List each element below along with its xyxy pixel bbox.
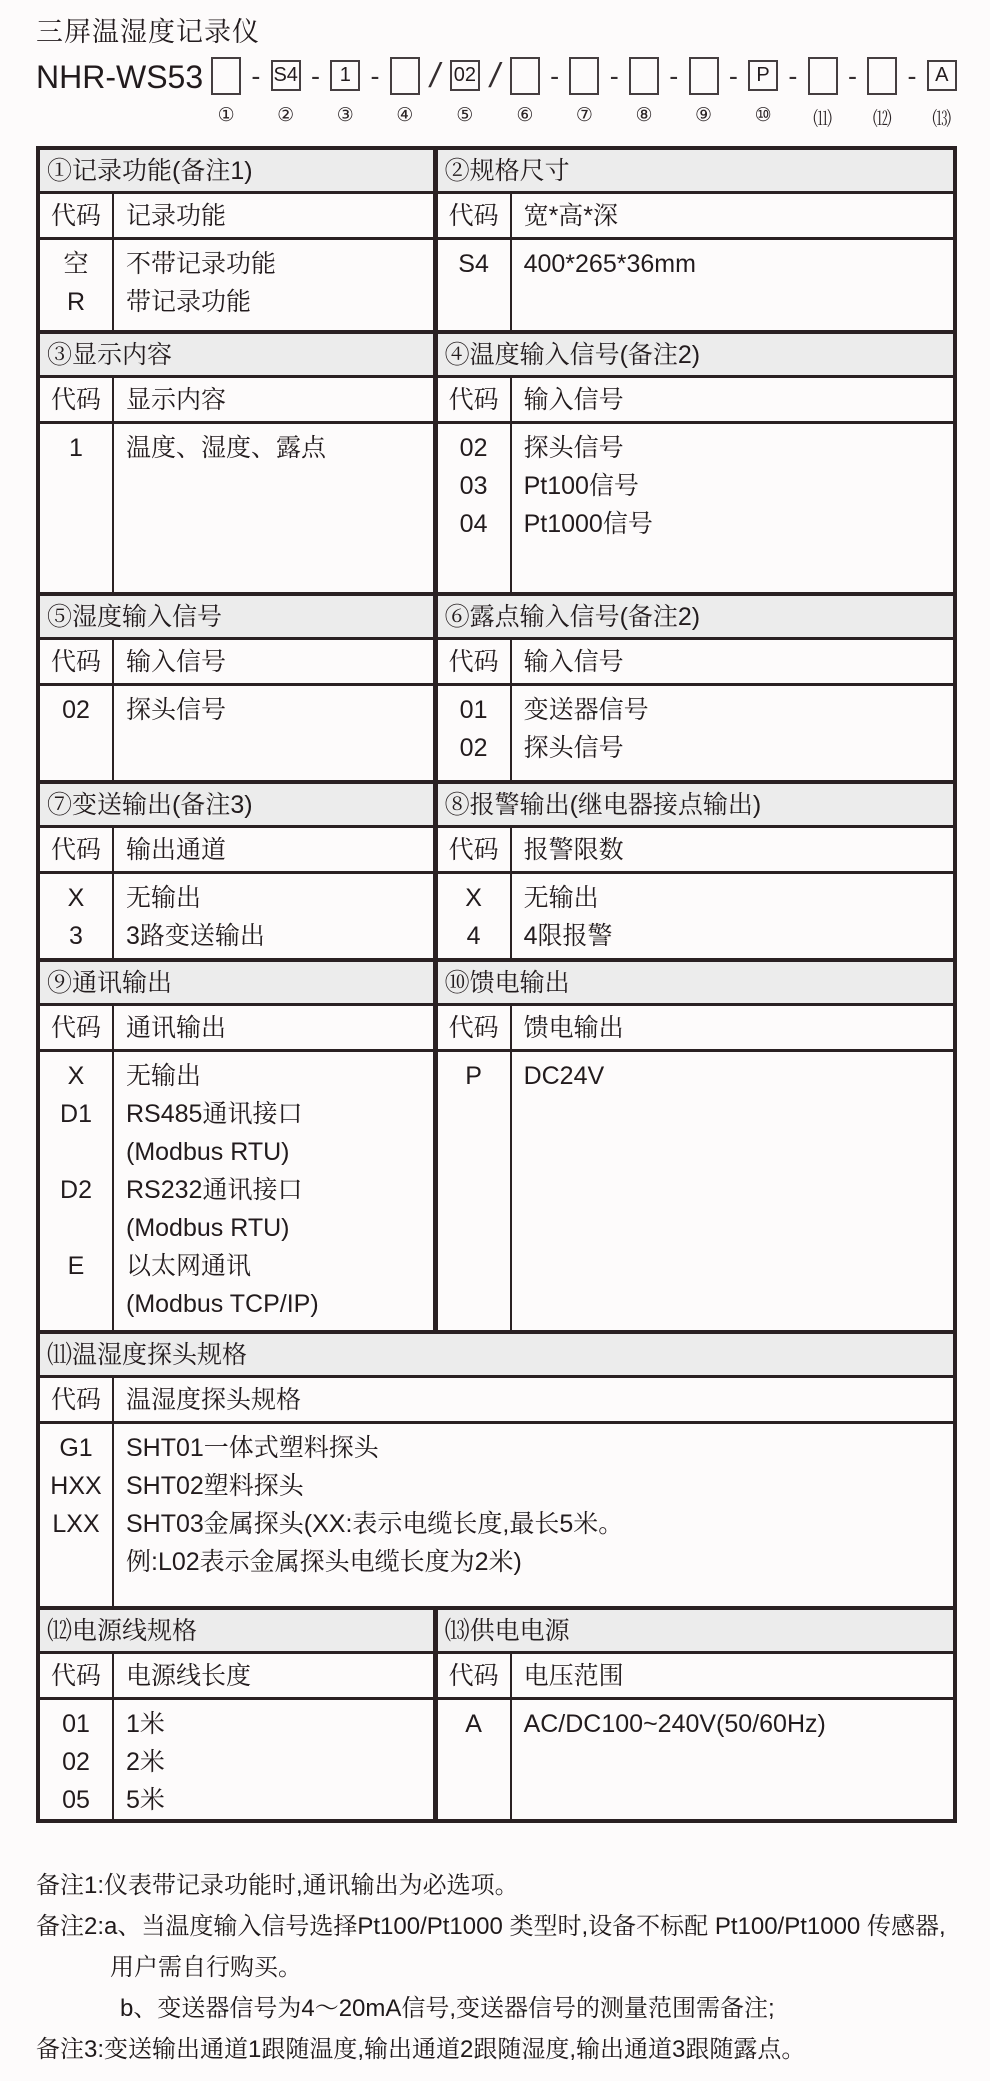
code-column (438, 240, 512, 330)
model-segment (510, 57, 540, 127)
section-13 (438, 1610, 953, 1819)
segment-separator: - (847, 61, 857, 91)
desc-column (114, 686, 433, 780)
segment-number-badge: ① (217, 105, 235, 126)
desc-value: 400*265*36mm (523, 250, 696, 278)
desc-column (114, 1052, 433, 1330)
section-title: ⒀供电电源 (438, 1610, 953, 1654)
desc-value: 2米 (126, 1748, 165, 1776)
section-title: ⑿电源线规格 (40, 1610, 433, 1654)
segment-number-badge: ⑾ (813, 109, 833, 130)
desc-header: 输入信号 (114, 640, 433, 686)
desc-value: 探头信号 (523, 734, 624, 762)
desc-column (512, 686, 953, 780)
table-row (40, 962, 953, 1334)
code-column (40, 1700, 114, 1819)
desc-value: 温度、湿度、露点 (126, 434, 327, 462)
desc-value: 带记录功能 (126, 288, 252, 316)
desc-header: 输入信号 (512, 640, 953, 686)
note-line: 备注2:a、当温度输入信号选择Pt100/Pt1000 类型时,设备不标配 Pt100/Pt1000 传感器, (36, 1913, 946, 1940)
segment-number-badge: ③ (336, 105, 354, 126)
desc-header: 电源线长度 (114, 1654, 433, 1700)
desc-column (114, 1700, 433, 1819)
desc-header: 显示内容 (114, 378, 433, 424)
section-12 (40, 1610, 438, 1819)
section-2 (438, 150, 953, 330)
section-1 (40, 150, 438, 330)
page-title: 三屏温湿度记录仪 (36, 17, 260, 47)
table-row (40, 596, 953, 784)
code-value: D2 (60, 1176, 92, 1204)
section-grid (438, 1006, 953, 1330)
model-code-box (510, 57, 540, 95)
desc-header: 输出通道 (114, 828, 433, 874)
section-title: ⑩馈电输出 (438, 962, 953, 1006)
section-grid (40, 1378, 953, 1606)
segment-separator: - (788, 61, 798, 91)
segment-separator: - (310, 61, 320, 91)
section-title: ③显示内容 (40, 334, 433, 378)
code-header: 代码 (438, 1006, 512, 1052)
section-title: ⑤湿度输入信号 (40, 596, 433, 640)
section-title: ④温度输入信号(备注2) (438, 334, 953, 378)
segment-separator: / (490, 57, 500, 95)
desc-value: (Modbus RTU) (126, 1138, 290, 1166)
section-grid (40, 640, 433, 780)
section-title: ②规格尺寸 (438, 150, 953, 194)
model-code-box (390, 57, 420, 95)
model-code-box: S4 (271, 60, 301, 91)
note-line: 备注1:仪表带记录功能时,通讯输出为必选项。 (36, 1872, 519, 1899)
code-value: 空 (63, 250, 89, 278)
section-11 (40, 1334, 953, 1606)
segment-separator: - (907, 61, 917, 91)
segment-number-badge: ⑤ (456, 105, 474, 126)
section-grid (40, 378, 433, 592)
desc-header: 电压范围 (512, 1654, 953, 1700)
desc-column (512, 424, 953, 592)
model-segment (211, 57, 241, 127)
desc-value: 1米 (126, 1710, 165, 1738)
segment-separator: - (728, 61, 738, 91)
section-5 (40, 596, 438, 780)
model-code-line (36, 57, 957, 131)
section-title: ⑥露点输入信号(备注2) (438, 596, 953, 640)
section-8 (438, 784, 953, 958)
model-segment (629, 57, 659, 127)
desc-value: 不带记录功能 (126, 250, 277, 278)
segment-number-badge: ⒀ (932, 109, 952, 130)
desc-header: 馈电输出 (512, 1006, 953, 1052)
desc-value: (Modbus RTU) (126, 1214, 290, 1242)
section-title: ⑾温湿度探头规格 (40, 1334, 953, 1378)
code-value: P (465, 1062, 482, 1090)
code-value: 03 (459, 472, 488, 500)
desc-value: 探头信号 (126, 696, 227, 724)
code-header: 代码 (438, 828, 512, 874)
model-segment (330, 57, 360, 127)
model-segment (569, 57, 599, 127)
desc-value: SHT01一体式塑料探头 (126, 1434, 379, 1462)
desc-header: 通讯输出 (114, 1006, 433, 1052)
desc-column (114, 874, 433, 958)
code-value: LXX (52, 1510, 100, 1538)
code-header: 代码 (40, 194, 114, 240)
segment-separator: - (669, 61, 679, 91)
model-code-box (211, 57, 241, 95)
desc-value: SHT02塑料探头 (126, 1472, 304, 1500)
desc-value: DC24V (523, 1062, 605, 1090)
segment-number-badge: ⑦ (575, 105, 593, 126)
desc-header: 输入信号 (512, 378, 953, 424)
desc-header: 温湿度探头规格 (114, 1378, 953, 1424)
section-grid (438, 194, 953, 330)
desc-value: SHT03金属探头(XX:表示电缆长度,最长5米。 (126, 1510, 624, 1538)
segment-number-badge: ④ (396, 105, 414, 126)
section-grid (40, 1654, 433, 1819)
model-code-box: A (927, 60, 957, 91)
spec-table (36, 146, 957, 1823)
model-segment (808, 57, 838, 131)
section-title: ①记录功能(备注1) (40, 150, 433, 194)
section-4 (438, 334, 953, 592)
segment-number-badge: ⑥ (516, 105, 534, 126)
section-title: ⑧报警输出(继电器接点输出) (438, 784, 953, 828)
desc-value: Pt100信号 (523, 472, 639, 500)
section-6 (438, 596, 953, 780)
section-grid (40, 828, 433, 958)
desc-column (512, 1052, 953, 1330)
code-column (438, 1700, 512, 1819)
code-value: A (465, 1710, 482, 1738)
desc-value: 无输出 (126, 1062, 202, 1090)
code-header: 代码 (40, 1006, 114, 1052)
desc-value: AC/DC100~240V(50/60Hz) (523, 1710, 826, 1738)
desc-column (114, 1424, 953, 1606)
code-header: 代码 (438, 1654, 512, 1700)
code-value (40, 1133, 112, 1171)
model-code-box: 02 (450, 60, 480, 91)
model-prefix: NHR-WS53 (36, 59, 204, 95)
model-segment (748, 57, 778, 127)
model-code-box (569, 57, 599, 95)
code-column (438, 1052, 512, 1330)
desc-header: 宽*高*深 (512, 194, 953, 240)
model-segment (390, 57, 420, 127)
desc-value: RS485通讯接口 (126, 1100, 303, 1128)
segment-number-badge: ⑨ (695, 105, 713, 126)
footnotes (36, 1865, 957, 2070)
desc-value: 变送器信号 (523, 696, 649, 724)
section-grid (438, 1654, 953, 1819)
code-column (40, 424, 114, 592)
model-code-box: P (748, 60, 778, 91)
desc-value: 以太网通讯 (126, 1252, 252, 1280)
desc-column (512, 240, 953, 330)
segment-separator: - (251, 61, 261, 91)
code-value: X (465, 884, 482, 912)
desc-column (114, 240, 433, 330)
desc-column (114, 424, 433, 592)
note-line: b、变送器信号为4～20mA信号,变送器信号的测量范围需备注; (120, 1995, 775, 2022)
table-row (40, 1610, 953, 1819)
model-segments (211, 57, 957, 131)
desc-value: 无输出 (126, 884, 202, 912)
code-value: 02 (62, 696, 90, 724)
code-value: 3 (69, 922, 83, 950)
desc-column (512, 1700, 953, 1819)
model-code-box (629, 57, 659, 95)
desc-value: 4限报警 (523, 922, 613, 950)
desc-value: (Modbus TCP/IP) (126, 1290, 319, 1318)
section-grid (40, 1006, 433, 1330)
table-row (40, 150, 953, 334)
model-segment (867, 57, 897, 131)
code-column (438, 874, 512, 958)
code-value: R (66, 288, 86, 316)
model-code-box (689, 57, 719, 95)
code-header: 代码 (438, 640, 512, 686)
code-value: HXX (50, 1472, 102, 1500)
code-column (40, 686, 114, 780)
note-line: 用户需自行购买。 (110, 1954, 302, 1981)
code-header: 代码 (438, 194, 512, 240)
desc-column (512, 874, 953, 958)
model-segment (271, 57, 301, 127)
model-code-box (867, 57, 897, 95)
segment-number-badge: ⑧ (635, 105, 653, 126)
section-title: ⑦变送输出(备注3) (40, 784, 433, 828)
code-value: 4 (466, 922, 481, 950)
section-grid (438, 378, 953, 592)
segment-number-badge: ⑩ (754, 105, 772, 126)
segment-number-badge: ⑿ (872, 109, 892, 130)
code-value: 01 (459, 696, 488, 724)
table-row (40, 334, 953, 596)
code-header: 代码 (40, 1378, 114, 1424)
code-column (40, 1424, 114, 1606)
section-9 (40, 962, 438, 1330)
code-value: 05 (62, 1786, 90, 1814)
desc-value: Pt1000信号 (523, 510, 653, 538)
code-value: 04 (459, 510, 488, 538)
section-grid (438, 828, 953, 958)
desc-value: 5米 (126, 1786, 165, 1814)
code-value: S4 (458, 250, 489, 278)
model-code-box: 1 (330, 60, 360, 91)
table-row (40, 1334, 953, 1610)
segment-separator: / (430, 57, 440, 95)
note-line: 备注3:变送输出通道1跟随温度,输出通道2跟随湿度,输出通道3跟随露点。 (36, 2036, 806, 2063)
model-segment (689, 57, 719, 127)
desc-value: 例:L02表示金属探头电缆长度为2米) (126, 1548, 522, 1576)
code-value (40, 1285, 112, 1323)
desc-value: 无输出 (523, 884, 599, 912)
code-header: 代码 (40, 378, 114, 424)
desc-header: 报警限数 (512, 828, 953, 874)
desc-value: RS232通讯接口 (126, 1176, 303, 1204)
segment-separator: - (609, 61, 619, 91)
code-header: 代码 (40, 828, 114, 874)
desc-value: 探头信号 (523, 434, 624, 462)
desc-value: 3路变送输出 (126, 922, 265, 950)
section-3 (40, 334, 438, 592)
segment-separator: - (550, 61, 560, 91)
code-header: 代码 (438, 378, 512, 424)
code-column (40, 240, 114, 330)
code-value: 02 (62, 1748, 90, 1776)
code-value: 02 (459, 734, 488, 762)
code-value: 02 (459, 434, 488, 462)
model-segment (450, 57, 480, 127)
section-grid (438, 640, 953, 780)
table-row (40, 784, 953, 962)
segment-separator: - (370, 61, 380, 91)
code-column (40, 1052, 114, 1330)
code-column (40, 874, 114, 958)
code-value (40, 1543, 112, 1581)
code-column (438, 686, 512, 780)
code-value: X (67, 884, 85, 912)
section-title: ⑨通讯输出 (40, 962, 433, 1006)
section-10 (438, 962, 953, 1330)
code-value: X (67, 1062, 85, 1090)
section-grid (40, 194, 433, 330)
code-header: 代码 (40, 1654, 114, 1700)
model-segment (927, 57, 957, 131)
code-value: 1 (69, 434, 83, 462)
desc-header: 记录功能 (114, 194, 433, 240)
code-value (40, 1209, 112, 1247)
code-value: G1 (59, 1434, 93, 1462)
code-header: 代码 (40, 640, 114, 686)
segment-number-badge: ② (277, 105, 295, 126)
code-column (438, 424, 512, 592)
code-value: D1 (60, 1100, 92, 1128)
section-7 (40, 784, 438, 958)
code-value: E (67, 1252, 85, 1280)
model-code-box (808, 57, 838, 95)
code-value: 01 (62, 1710, 90, 1738)
